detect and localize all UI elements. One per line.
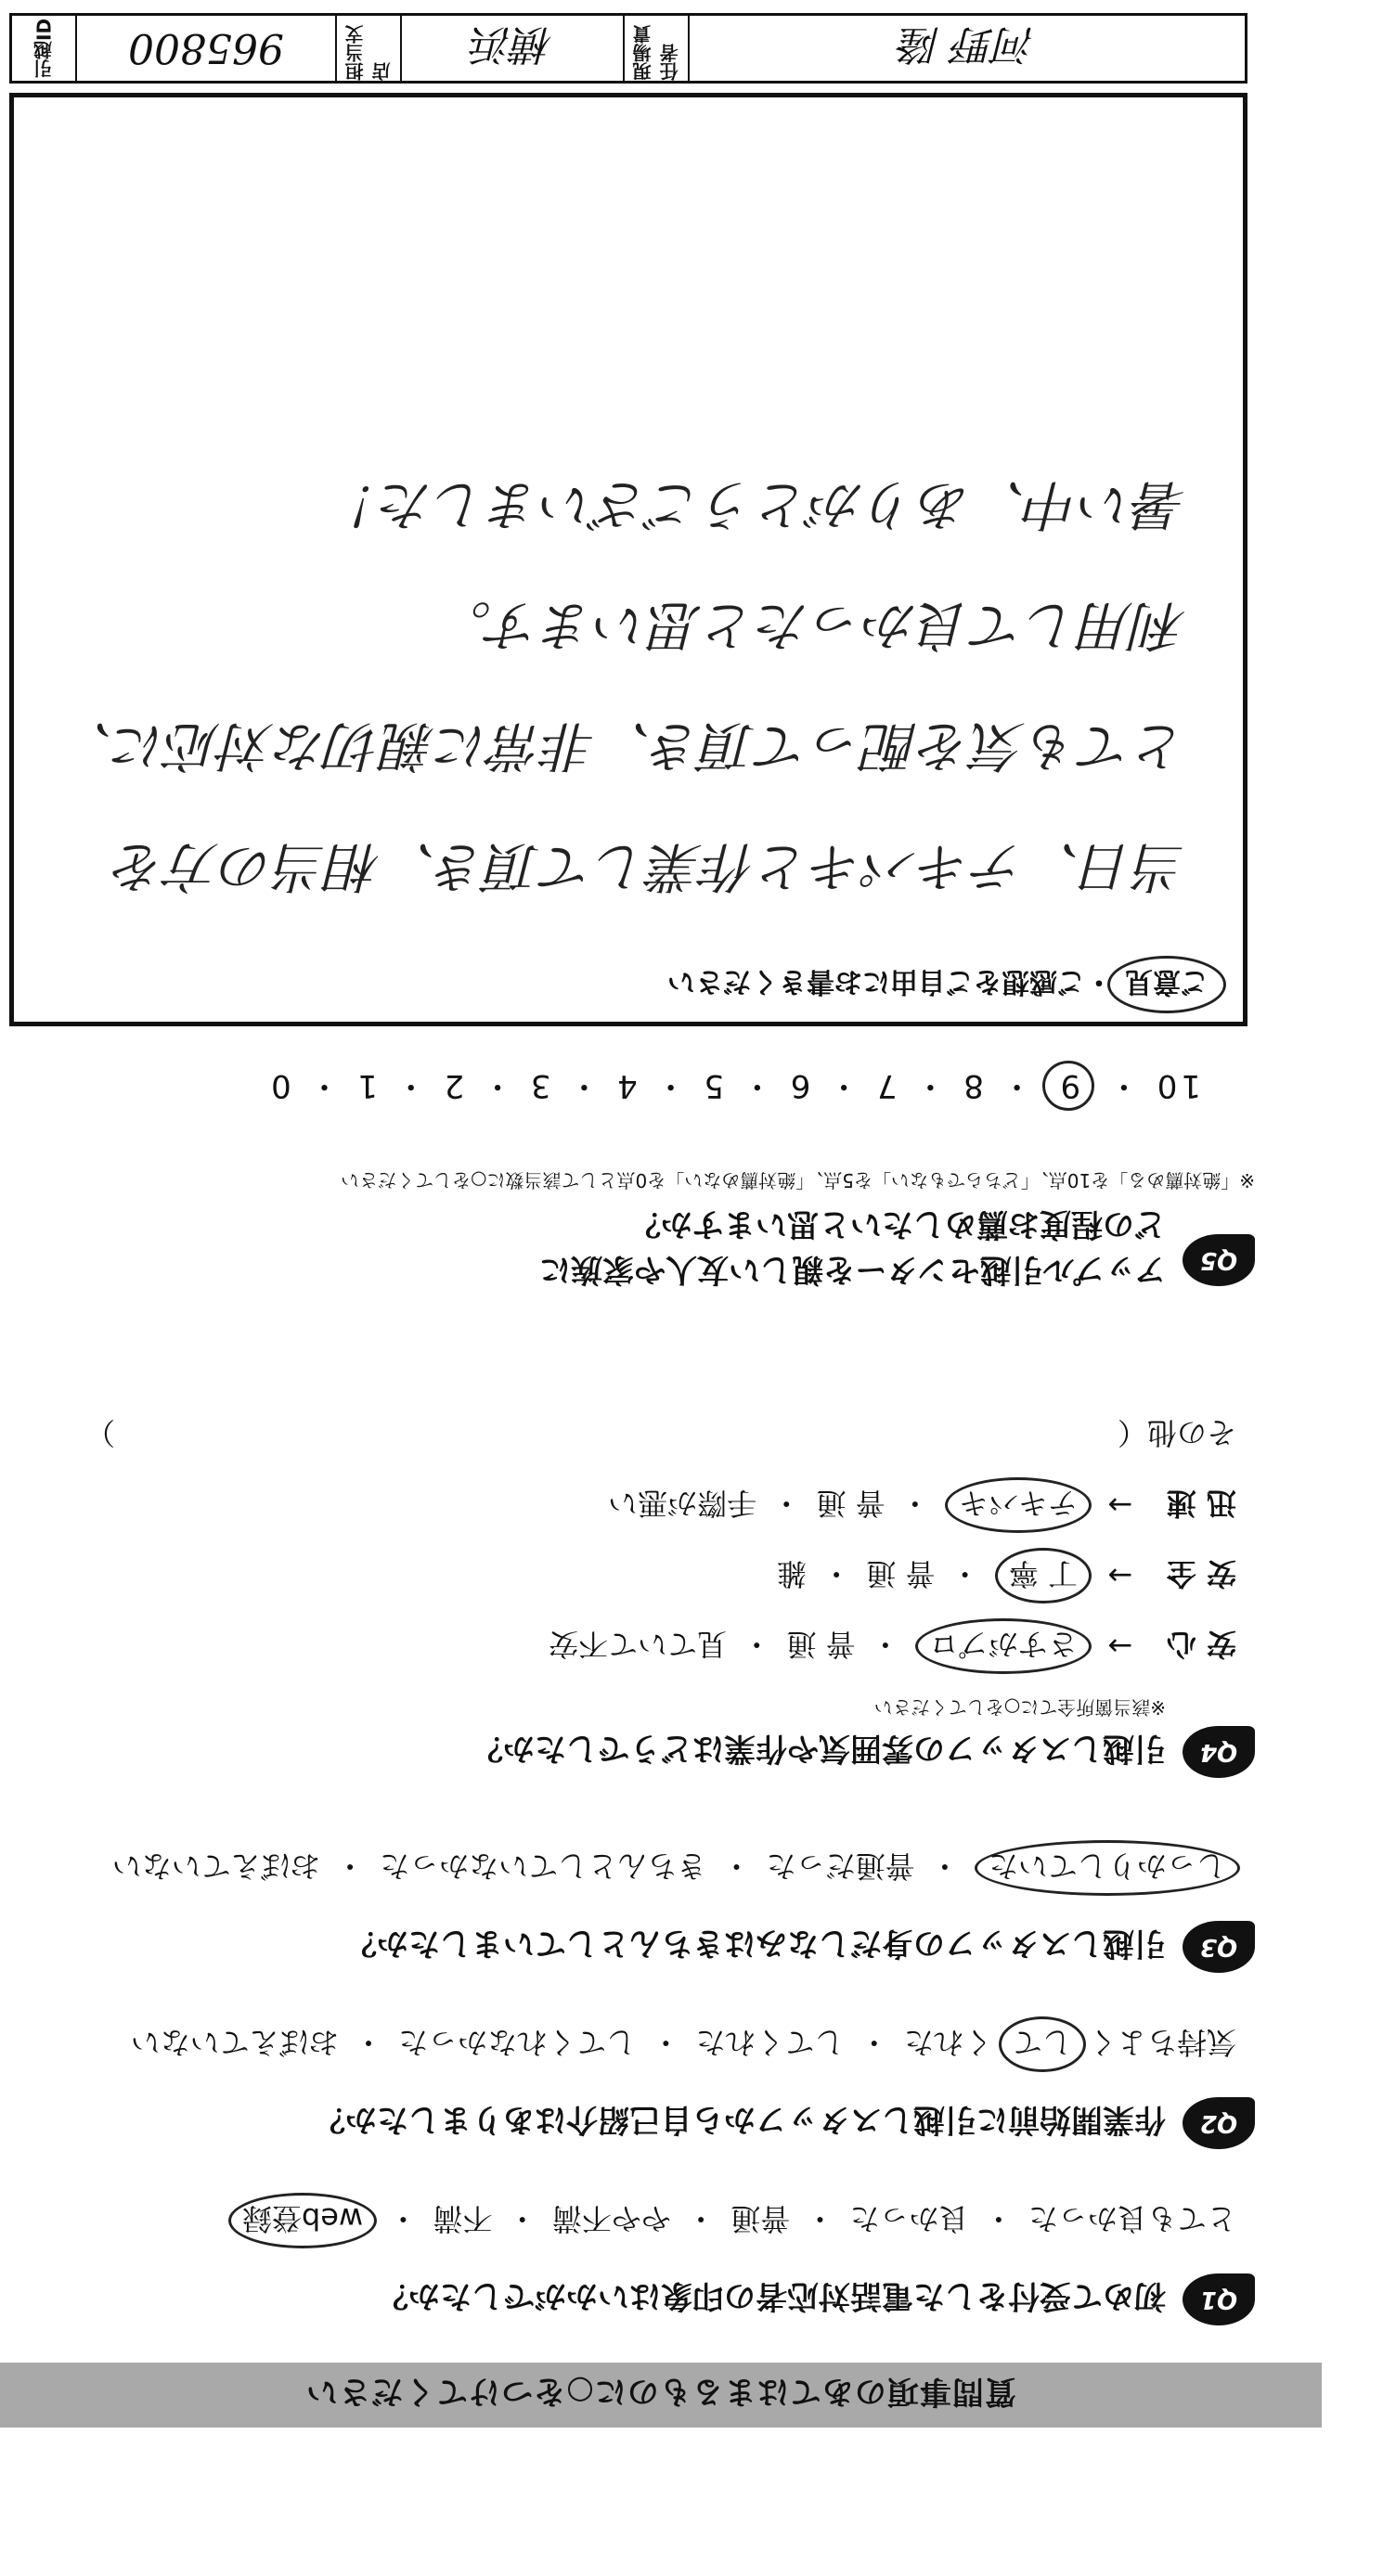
q2-option[interactable]: してくれた (695, 2025, 845, 2060)
handwritten-line[interactable]: とても気を配って頂き、非常に親切な対応に、 (58, 715, 1187, 778)
free-comment-title-rest: ・ご感想をご自由にお書きください (667, 965, 1113, 998)
q1-option[interactable]: やや不満 (551, 2201, 671, 2236)
q5-note: ※「絶対薦める」を10点、「どちらでもない」を5点、「絶対薦めない」を0点として該当数に○をしてください (341, 1169, 1255, 1191)
q4-option[interactable]: 普 通 (786, 1627, 856, 1662)
q2-text: 作業開始前に引越しスタッフから自己紹介はありましたか？ (314, 2101, 1166, 2139)
arrow-right-icon: → (1107, 1558, 1133, 1593)
id-label-cell (12, 16, 75, 81)
q1-text: 初めて受付をした電話対応者の印象はいかがでしたか？ (377, 2277, 1166, 2315)
q5-text-line1: アップル引越センターを親しい友人や家族に (539, 1251, 1166, 1288)
q1-separator: ・ (983, 2201, 1014, 2236)
q4-row-selected[interactable]: テキパキ (945, 1477, 1092, 1533)
q5-score-scale: 10 ・ 9 ・ 8 ・ 7 ・ 6 ・ 5 ・ 4 ・ 3 ・ 2 ・ 1 ・ 0 (267, 1066, 1201, 1112)
q2-separator: ・ (354, 2025, 384, 2060)
q1-badge: Q1 (1183, 2273, 1255, 2325)
q4-row-label: 安 全 (1166, 1556, 1236, 1591)
id-value: 965800 (128, 24, 284, 72)
q1-option[interactable]: とても良かった (1028, 2201, 1236, 2236)
score-option[interactable]: 3 (526, 1067, 551, 1104)
q4-text: 引越しスタッフの雰囲気や作業はどうでしたか？ (472, 1730, 1166, 1768)
score-selected[interactable]: 9 (1042, 1061, 1094, 1111)
question-1 (37, 2199, 1255, 2325)
instructions-header: 質問事項のあてはまるものに○をつけてください (0, 2363, 1322, 2428)
q3-option[interactable]: おぼえていない (111, 1848, 320, 1884)
q4-row-anzen (37, 1554, 1236, 1597)
arrow-right-icon: → (1107, 1629, 1133, 1664)
q3-separator: ・ (929, 1848, 960, 1884)
score-option[interactable]: 10 (1153, 1067, 1201, 1104)
footer-info-box (9, 13, 1247, 84)
question-2 (37, 2023, 1255, 2149)
score-option[interactable]: 2 (440, 1067, 465, 1104)
q2-option[interactable]: おぼえていない (130, 2025, 339, 2060)
q3-separator: ・ (335, 1848, 366, 1884)
question-4 (37, 1413, 1255, 1778)
score-option[interactable]: 8 (960, 1067, 984, 1104)
question-5 (37, 1168, 1255, 1295)
score-option[interactable]: 4 (614, 1067, 638, 1104)
q4-row-jinsoku (37, 1484, 1236, 1526)
leader-label: 現場責任者 (632, 25, 681, 81)
q4-row-selected[interactable]: 丁 寧 (995, 1548, 1092, 1604)
question-3 (37, 1847, 1255, 1973)
arrow-right-icon: → (1107, 1488, 1133, 1523)
q4-separator: ・ (742, 1627, 772, 1662)
q1-options (37, 2199, 1236, 2242)
free-comment-box (9, 93, 1247, 1026)
branch-label-cell (335, 16, 400, 81)
q4-separator: ・ (950, 1556, 980, 1591)
score-option[interactable]: 5 (700, 1067, 725, 1104)
q5-badge: Q5 (1183, 1234, 1255, 1286)
q2-option[interactable]: してくれなかった (398, 2025, 637, 2060)
q1-separator: ・ (507, 2201, 537, 2236)
q1-separator: ・ (805, 2201, 835, 2236)
q1-option[interactable]: 普通 (730, 2201, 791, 2236)
q2-separator: ・ (651, 2025, 681, 2060)
q2-badge: Q2 (1183, 2097, 1255, 2149)
q4-option[interactable]: 手際が悪い (608, 1486, 757, 1521)
q2-option-suffix: くれた (903, 2025, 993, 2060)
score-option[interactable]: 6 (786, 1067, 811, 1104)
leader-value: 河野 隆 (899, 20, 1035, 68)
score-option[interactable]: 1 (354, 1067, 378, 1104)
q3-badge: Q3 (1183, 1921, 1255, 1973)
branch-label: 担当支店 (344, 25, 394, 81)
q4-row-selected[interactable]: さすがプロ (915, 1618, 1092, 1674)
q3-option[interactable]: きちんとしていなかった (380, 1848, 707, 1884)
handwritten-line[interactable]: 当日、テキパキと作業して頂き、相当の方を (112, 835, 1187, 898)
q1-option[interactable]: 不満 (433, 2201, 493, 2236)
id-value-cell (75, 16, 335, 81)
q4-option[interactable]: 普 通 (816, 1486, 885, 1521)
q2-option-prefix: 気持ちよく (1087, 2025, 1236, 2060)
score-option[interactable]: 0 (267, 1067, 291, 1104)
leader-label-cell (623, 16, 688, 81)
q4-separator: ・ (870, 1627, 900, 1662)
q2-options (37, 2023, 1236, 2066)
q3-selected-option[interactable]: しっかりしていた (975, 1840, 1240, 1896)
q4-option[interactable]: 見ていて不安 (549, 1627, 728, 1662)
handwritten-line[interactable]: 利用して良かったと思います。 (437, 594, 1187, 657)
free-comment-title-circled: ご意見 (1107, 956, 1226, 1013)
free-comment-title (667, 964, 1221, 1005)
q4-separator: ・ (771, 1486, 802, 1521)
q5-text-line2: どの程度お薦めしたいと思いますか？ (629, 1205, 1166, 1243)
q4-other-row (85, 1413, 1236, 1456)
q3-options (37, 1847, 1236, 1889)
q1-selected-option[interactable]: web登録 (228, 2193, 377, 2248)
q1-separator: ・ (388, 2201, 419, 2236)
q1-separator: ・ (686, 2201, 717, 2236)
handwritten-line[interactable]: 暑い中、ありがとうございました！ (325, 473, 1187, 536)
q4-other-label: その他（ (1117, 1415, 1236, 1450)
branch-value: 横浜 (472, 20, 553, 68)
q4-row-label: 迅 速 (1166, 1486, 1236, 1521)
q4-option[interactable]: 普 通 (866, 1556, 936, 1591)
q4-option[interactable]: 雑 (776, 1556, 807, 1591)
id-label: 引越ID (32, 18, 56, 79)
q4-badge: Q4 (1183, 1726, 1255, 1778)
score-option[interactable]: 7 (872, 1067, 898, 1104)
leader-value-cell (688, 16, 1245, 81)
q4-separator: ・ (899, 1486, 930, 1521)
q3-text: 引越しスタッフの身だしなみはきちんとしていましたか？ (345, 1925, 1166, 1963)
q4-other-close: ） (85, 1415, 116, 1450)
q4-note: ※該当箇所全てに○をしてください (873, 1696, 1166, 1719)
q3-option[interactable]: 普通だった (766, 1848, 915, 1884)
q2-selected-option[interactable]: して (999, 2016, 1086, 2072)
q4-row-anshin (37, 1625, 1236, 1668)
q4-separator: ・ (821, 1556, 852, 1591)
q2-separator: ・ (859, 2025, 889, 2060)
q4-row-label: 安 心 (1166, 1627, 1236, 1662)
q3-separator: ・ (721, 1848, 752, 1884)
branch-value-cell (400, 16, 623, 81)
q1-option[interactable]: 良かった (849, 2201, 969, 2236)
